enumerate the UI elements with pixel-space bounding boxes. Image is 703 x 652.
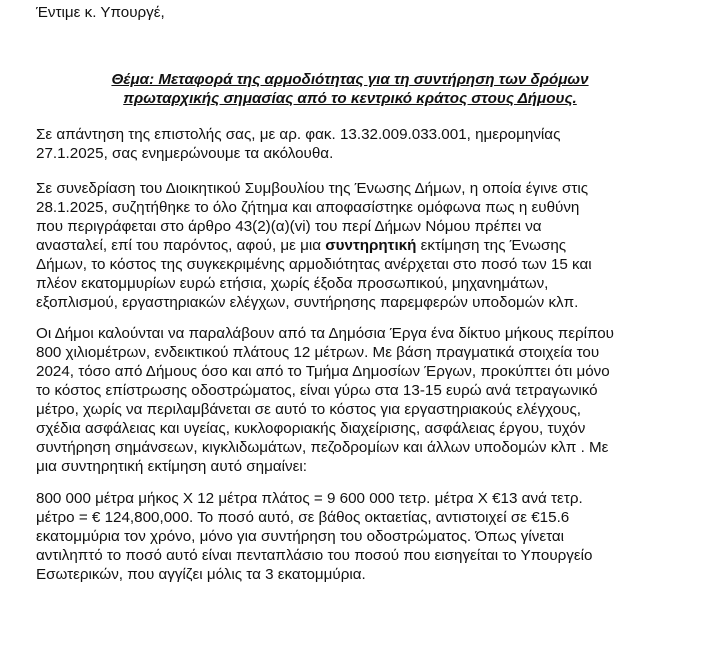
text-line: μέτρο = € 124,800,000. Το ποσό αυτό, σε βάθος οκταετίας, αντιστοιχεί σε €15.6 xyxy=(36,509,570,526)
text-line: σχέδια ασφάλειας και υγείας, κυκλοφοριακής διαχείρισης, ασφάλειας έργου, τυχόν xyxy=(36,420,586,437)
text-line: Σε απάντηση της επιστολής σας, με αρ. φακ. 13.32.009.033.001, ημερομηνίας xyxy=(36,126,561,143)
emphasis-conservative: συντηρητική xyxy=(325,237,417,254)
text-line: εξοπλισμού, εργαστηριακών ελέγχων, συντήρησης παρεμφερών υποδομών κλπ. xyxy=(36,294,579,311)
salutation: Έντιμε κ. Υπουργέ, xyxy=(36,4,165,21)
text-segment: ανασταλεί, επί του παρόντος, αφού, με μια xyxy=(36,237,326,254)
text-line: 800 χιλιομέτρων, ενδεικτικού πλάτους 12 μέτρων. Με βάση πραγματικά στοιχεία του xyxy=(36,344,600,361)
text-line xyxy=(36,236,696,255)
text-line: αντιληπτό το ποσό αυτό είναι πενταπλάσιο του ποσού που εισηγείται το Υπουργείο xyxy=(36,547,593,564)
subject-line: πρωταρχικής σημασίας από το κεντρικό κράτος στους Δήμους. xyxy=(123,90,577,107)
text-line: το κόστος επίστρωσης οδοστρώματος, είναι γύρω στα 13-15 ευρώ ανά τετραγωνικό xyxy=(36,382,598,399)
subject-heading xyxy=(60,70,640,108)
text-line: εκατομμύρια τον χρόνο, μόνο για συντήρηση του οδοστρώματος. Όπως γίνεται xyxy=(36,528,565,545)
text-line: πλέον εκατομμυρίων ευρώ ετήσια, χωρίς έξοδα προσωπικού, μηχανημάτων, xyxy=(36,275,549,292)
text-line: Δήμων, το κόστος της συγκεκριμένης αρμοδιότητας ανέρχεται στο ποσό των 15 και xyxy=(36,256,592,273)
subject-line: Θέμα: Μεταφορά της αρμοδιότητας για τη συντήρηση των δρόμων xyxy=(111,71,589,88)
text-line: 800 000 μέτρα μήκος Χ 12 μέτρα πλάτος = 9 600 000 τετρ. μέτρα Χ €13 ανά τετρ. xyxy=(36,490,583,507)
text-line: 27.1.2025, σας ενημερώνουμε τα ακόλουθα. xyxy=(36,145,334,162)
text-line: Οι Δήμοι καλούνται να παραλάβουν από τα Δημόσια Έργα ένα δίκτυο μήκους περίπου xyxy=(36,325,614,342)
text-line: μέτρο, χωρίς να περιλαμβάνεται σε αυτό το κόστος για εργαστηριακούς ελέγχους, xyxy=(36,401,582,418)
paragraph-network-cost xyxy=(36,324,696,476)
text-line: 28.1.2025, συζητήθηκε το όλο ζήτημα και αποφασίστηκε ομόφωνα πως η ευθύνη xyxy=(36,199,580,216)
paragraph-calculation xyxy=(36,489,696,584)
text-line: Σε συνεδρίαση του Διοικητικού Συμβουλίου της Ένωσης Δήμων, η οποία έγινε στις xyxy=(36,180,589,197)
paragraph-board-decision xyxy=(36,179,696,312)
text-line: που περιγράφεται στο άρθρο 43(2)(α)(vi) του περί Δήμων Νόμου πρέπει να xyxy=(36,218,542,235)
text-line: 2024, τόσο από Δήμους όσο και από το Τμήμα Δημοσίων Έργων, προκύπτει ότι μόνο xyxy=(36,363,610,380)
text-segment: εκτίμηση της Ένωσης xyxy=(416,237,567,254)
paragraph-reply xyxy=(36,125,696,163)
text-line: Εσωτερικών, που αγγίζει μόλις τα 3 εκατομμύρια. xyxy=(36,566,366,583)
text-line: μια συντηρητική εκτίμηση αυτό σημαίνει: xyxy=(36,458,307,475)
text-line: συντήρηση σημάνσεων, κιγκλιδωμάτων, πεζοδρομίων και άλλων υποδομών κλπ . Με xyxy=(36,439,609,456)
